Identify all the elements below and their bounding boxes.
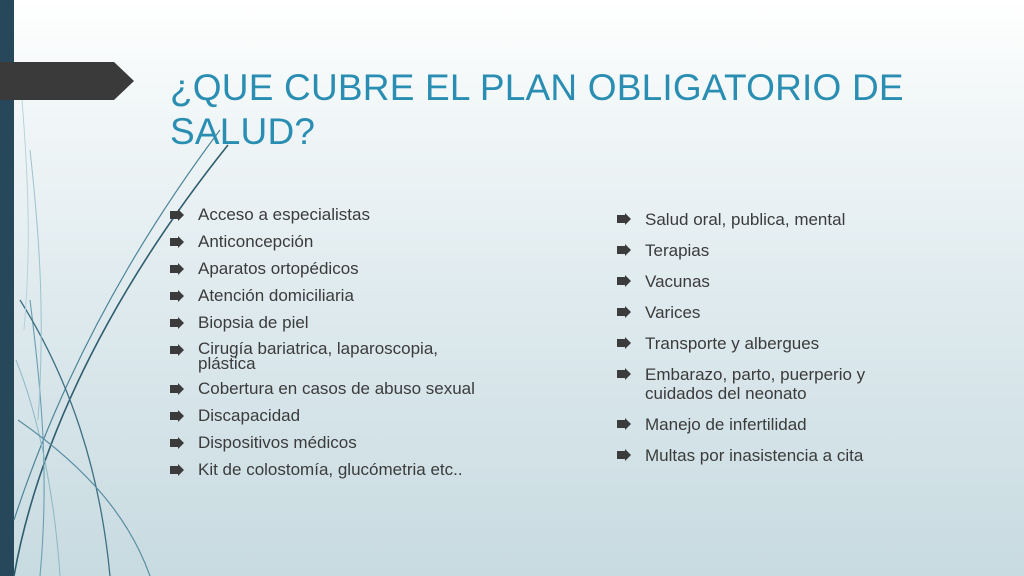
- arrow-right-icon: [617, 449, 631, 461]
- arrow-right-icon: [617, 213, 631, 225]
- list-item-text: Vacunas: [645, 272, 710, 291]
- arrow-right-icon: [170, 317, 184, 329]
- list-item-text: Transporte y albergues: [645, 334, 820, 353]
- list-item: [617, 365, 917, 403]
- list-item: [170, 260, 520, 278]
- list-item-text: Kit de colostomía, glucómetria etc..: [198, 460, 463, 479]
- arrow-right-icon: [170, 263, 184, 275]
- list-item-text: Dispositivos médicos: [198, 433, 357, 452]
- list-item: [170, 380, 520, 398]
- list-item: [617, 210, 917, 229]
- list-item: [617, 241, 917, 260]
- list-item-text: Manejo de infertilidad: [645, 415, 807, 434]
- arrow-banner-icon: [0, 62, 134, 100]
- list-item-text: Cobertura en casos de abuso sexual: [198, 379, 475, 398]
- arrow-right-icon: [170, 236, 184, 248]
- list-item-text: Anticoncepción: [198, 232, 314, 251]
- list-item-text: Cirugía bariatrica, laparoscopia, plástica: [198, 339, 439, 373]
- list-item: [617, 334, 917, 353]
- list-item: [617, 272, 917, 291]
- arrow-right-icon: [170, 437, 184, 449]
- list-item: [170, 407, 520, 425]
- arrow-right-icon: [617, 418, 631, 430]
- list-item: [617, 415, 917, 434]
- list-item-text: Discapacidad: [198, 406, 301, 425]
- left-bullet-list: [170, 206, 520, 488]
- arrow-right-icon: [170, 209, 184, 221]
- list-item: [170, 434, 520, 452]
- arrow-right-icon: [617, 306, 631, 318]
- arrow-right-icon: [170, 290, 184, 302]
- list-item-text: Multas por inasistencia a cita: [645, 446, 864, 465]
- arrow-right-icon: [170, 464, 184, 476]
- arrow-right-icon: [170, 410, 184, 422]
- right-bullet-list: [617, 210, 917, 477]
- list-item: [170, 461, 520, 479]
- list-item: [170, 287, 520, 305]
- list-item: [170, 233, 520, 251]
- arrow-right-icon: [617, 244, 631, 256]
- list-item-text: Biopsia de piel: [198, 313, 309, 332]
- list-item: [170, 314, 520, 332]
- list-item: [170, 206, 520, 224]
- list-item: [170, 341, 498, 371]
- arrow-right-icon: [170, 383, 184, 395]
- arrow-right-icon: [170, 344, 184, 356]
- list-item-text: Varices: [645, 303, 701, 322]
- arrow-right-icon: [617, 337, 631, 349]
- list-item: [617, 303, 917, 322]
- list-item-text: Acceso a especialistas: [198, 205, 370, 224]
- slide-title: ¿QUE CUBRE EL PLAN OBLIGATORIO DE SALUD?: [170, 67, 904, 152]
- arrow-right-icon: [617, 275, 631, 287]
- list-item-text: Embarazo, parto, puerperio y cuidados del neonato: [645, 365, 866, 403]
- list-item-text: Atención domiciliaria: [198, 286, 354, 305]
- list-item-text: Terapias: [645, 241, 710, 260]
- arrow-right-icon: [617, 368, 631, 380]
- list-item-text: Salud oral, publica, mental: [645, 210, 846, 229]
- list-item: [617, 446, 917, 465]
- list-item-text: Aparatos ortopédicos: [198, 259, 359, 278]
